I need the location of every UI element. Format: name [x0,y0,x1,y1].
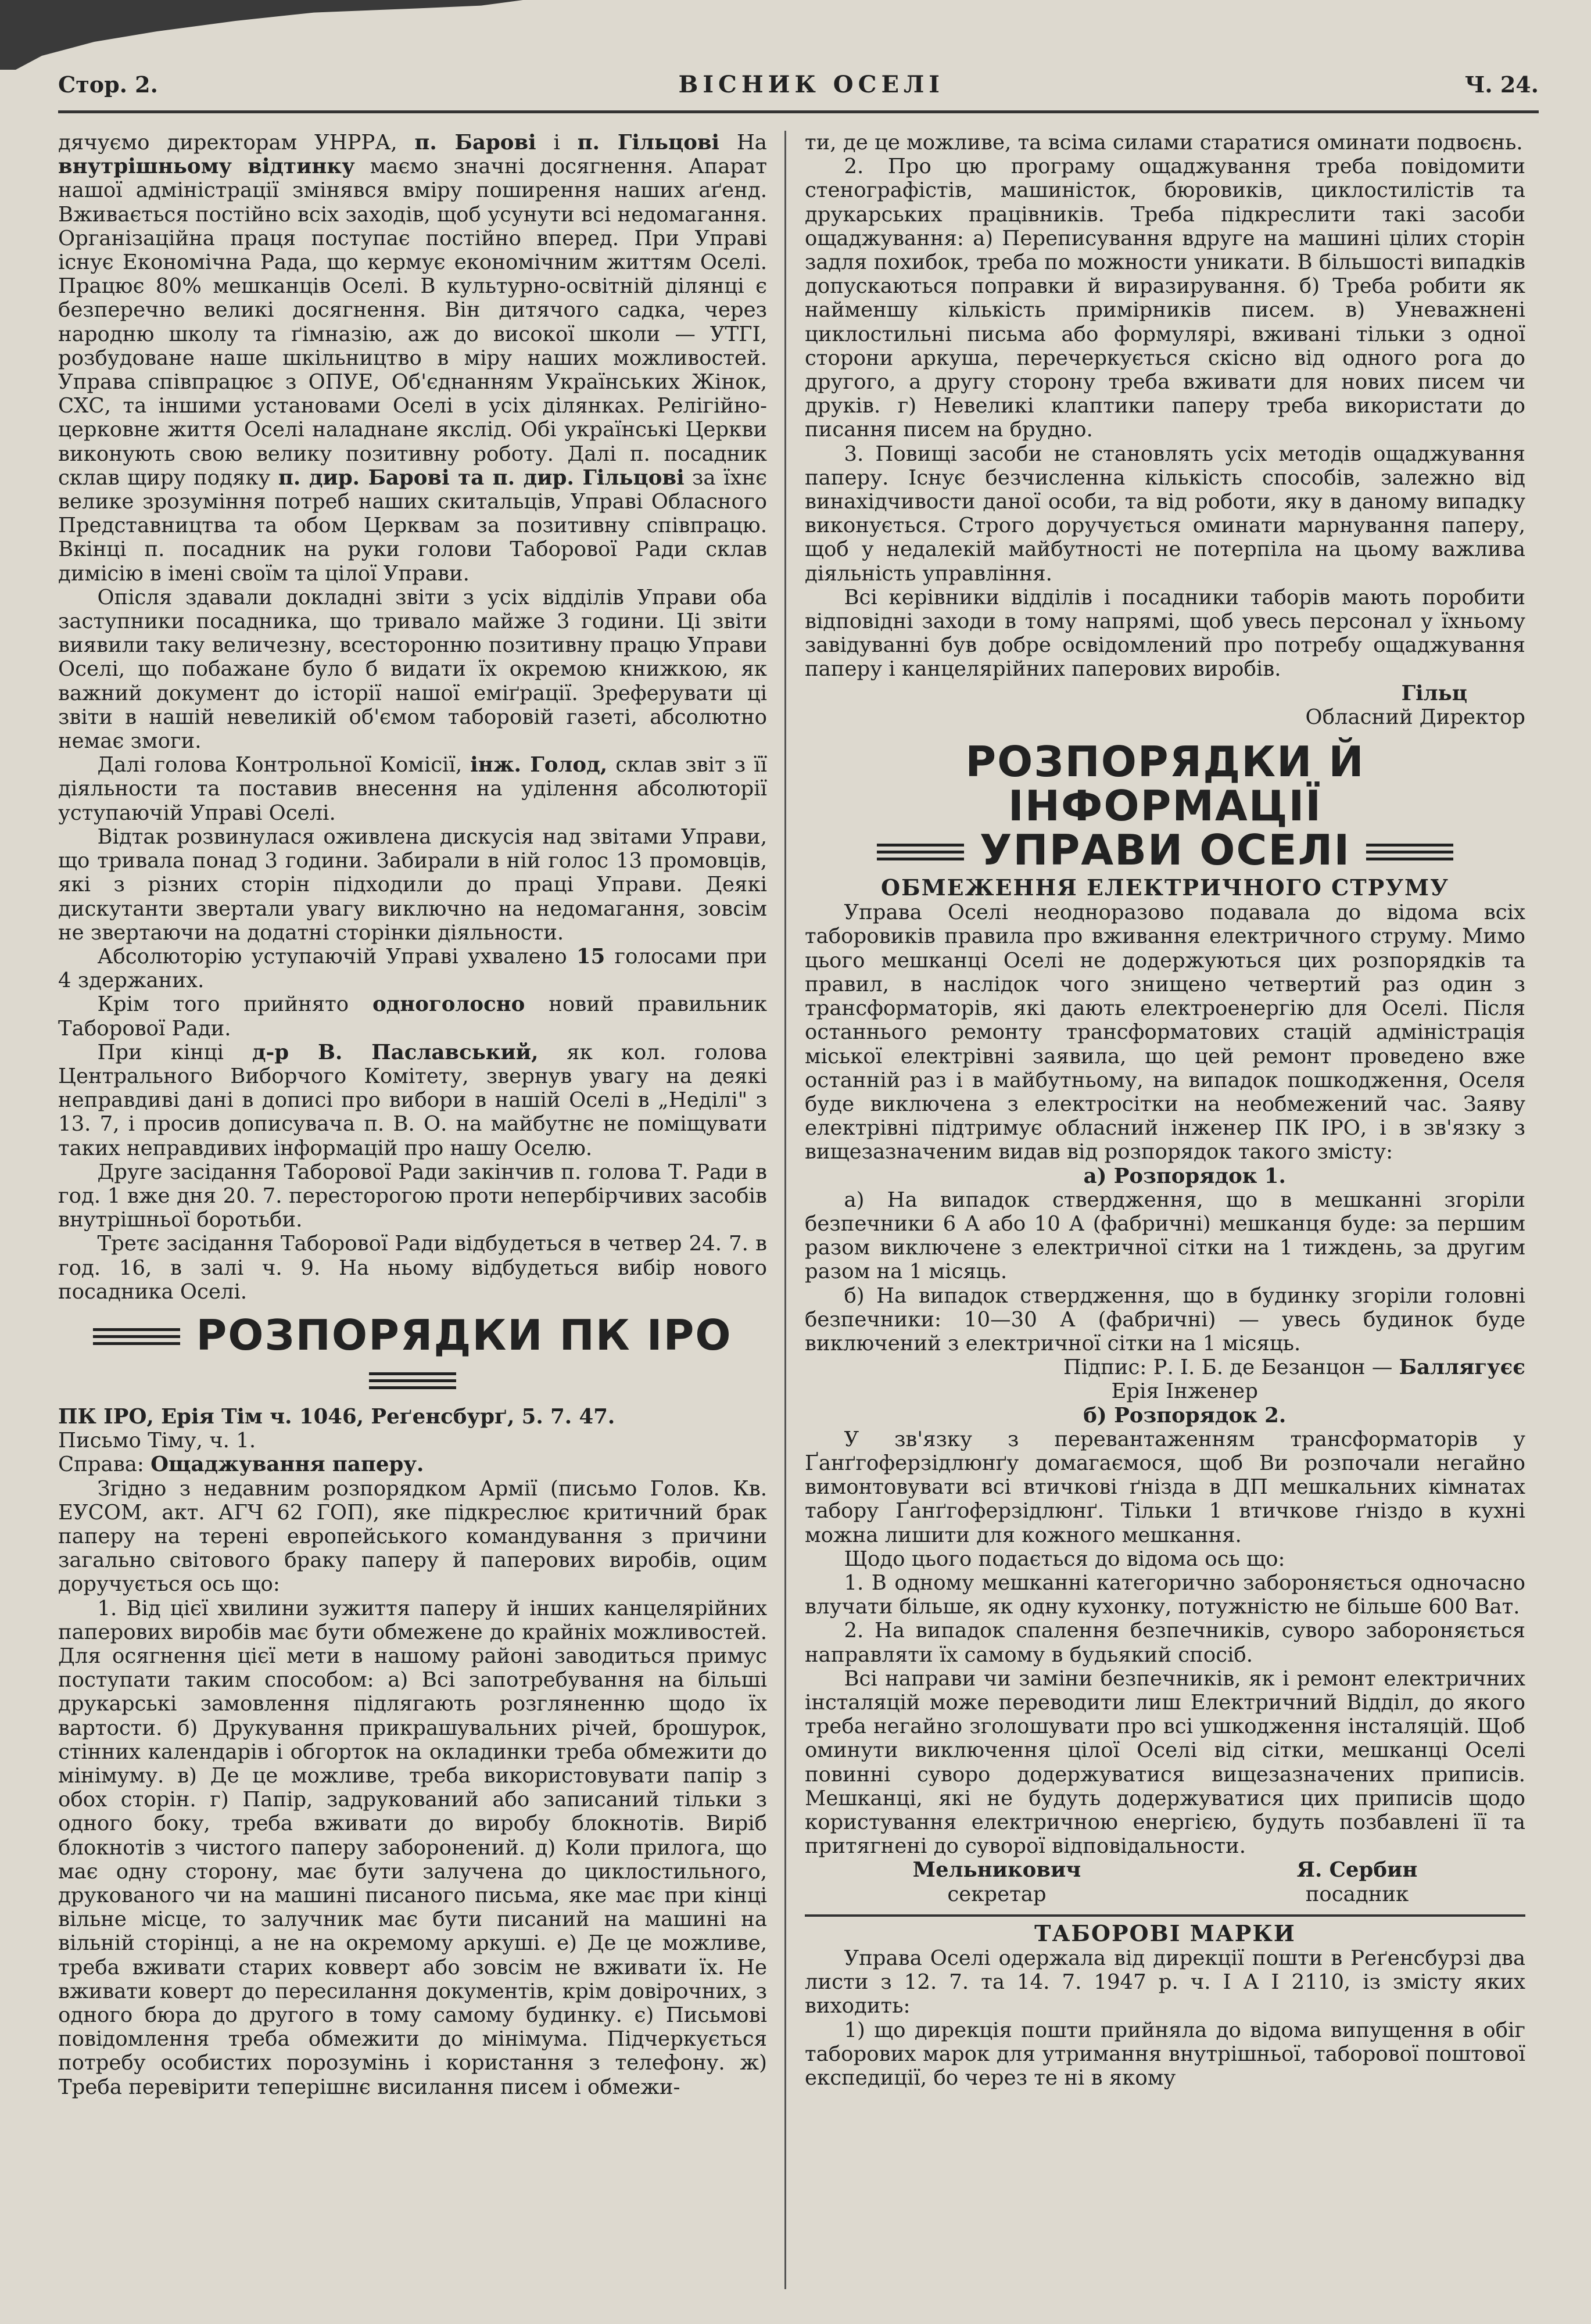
paragraph: дячуємо директорам УНРРА, п. Барові і п. Гільцові На внутрішньому відтинку маємо значні досягнення. Апарат нашої адміністрації змінявся вміру поширення наших аґенд. Вживається постійно всіх заходів, щоб усунути всі недомагання. Організаційна праця поступає постійно вперед. При Управі існує Економічна Рада, що кермує економічним життям Оселі. Працює 80% мешканців Оселі. В культурно-освітній ділянці є безперечно великі досягнення. Він дитячого садка, через народню школу та ґімназію, аж до високої школи — УТГІ, розбудоване наше шкільництво в міру наших можливостей. Управа співпрацює з ОПУЕ, Об'єднанням Українських Жінок, СХС, та іншими установами Оселі в усіх ділянках. Релігійно-церковне життя Оселі наладнане якслід. Обі українські Церкви виконують свою велику позитивну роботу. Далі п. посадник склав щиру подяку п. дир. Барові та п. дир. Гільцові за їхнє велике зрозуміння потреб наших скитальців, Управі Обласного Представництва та обом Церквам за позитивну співпрацю. Вкінці п. посадник на руки голови Таборової Ради склав димісію в імені своїм та цілої Управи. [58,131,768,586]
section-rule [805,1914,1525,1917]
paragraph: Третє засідання Таборової Ради відбудеться в четвер 24. 7. в год. 16, в залі ч. 9. На ньому відбудеться вибір нового посадника Оселі. [58,1232,767,1304]
signature-role: Ерія Інженер [1111,1379,1258,1404]
column-divider [784,131,786,2289]
right-column [805,131,1525,2289]
paragraph: Опісля здавали докладні звіти з усіх відділів Управи оба заступники посадника, що тривало майже 3 години. Ці звіти виявили таку величезну, всесторонню позитивну працю Управи Оселі, що побажане було б видати їх окремою книжкою, як важний документ до історії нашої еміґрації. Зреферувати ці звіти в нашій невеликій об'ємом таборовій газеті, абсолютно немає змоги. [58,585,767,754]
signature-line: Підпис: Р. І. Б. де Безанцон — Баллягуєє [1063,1355,1525,1380]
page-header [58,67,1539,102]
paragraph: а) На випадок ствердження, що в мешканні згоріли безпечники 6 А або 10 А (фабричні) мешканця буде: за першим разом виключене з електричної сітки на 1 тиждень, за другим разом на 1 місяць. [805,1188,1525,1284]
order-title: а) Розпорядок 1. [1083,1164,1286,1188]
paragraph: Далі голова Контрольної Комісії, інж. Голод, склав звіт з її діяльности та поставив внесення на уділення абсолюторії уступаючій Управі Оселі. [58,753,767,825]
paragraph: 1. В одному мешканні категорично забороняється одночасно влучати більше, як одну кухонку, потужністю не більше 600 Ват. [805,1570,1525,1619]
header-rule [58,110,1539,113]
paragraph: 1. Від цієї хвилини зужиття паперу й інших канцелярійних паперових виробів має бути обмежене до крайніх можливостей. Для осягнення цієї мети в нашому районі заводиться примус поступати таким способом: а) Всі запотребування на більші друкарські замовлення підлягають розгляненню щодо їх вартости. б) Друкування прикрашувальних річей, брошурок, стінних календарів і обгорток на окладинки треба обмежити до мінімуму. в) Де це можливе, треба використовувати папір з обох сторін. г) Папір, задрукований або записаний тільки з одного боку, треба вживати до виробу блокнотів. Виріб блокнотів з чистого паперу заборонений. д) Коли прилога, що має одну сторону, має бути залучена до циклостильного, друкованого чи на машині писаного письма, яке має при кінці вільне місце, то залучник має бути писаний на машині на вільній сторінці, а не на окремому аркуші. е) Де це можливе, треба вживати старих ковверт або зовсім не вживати їх. Не вживати коверт до пересилання документів, крім довірочних, з одного бюра до другого в тому самому будинку. є) Письмові повідомлення треба обмежити до мінімума. Підчеркується потребу особистих порозумінь і користання з телефону. ж) Треба перевірити теперішнє висилання писем і обмежи- [58,1596,767,2099]
paragraph: Абсолюторію уступаючій Управі ухвалено 15 голосами при 4 здержаних. [58,944,767,993]
paragraph: Управа Оселі неодноразово подавала до відома всіх таборовиків правила про вживання електричного струму. Мимо цього мешканці Оселі не додержуються цих розпорядків та правил, в наслідок чого знищено четвертий раз один з трансформаторів, які дають електроенергію для Оселі. Після останнього ремонту трансформатових стацій адміністрація міської електрівні заявила, що цей ремонт проведено вже останній раз і в майбутньому, на випадок пошкодження, Оселя буде виключена з електросітки на необмежений час. Заяву електрівні підтримує обласний інженер ПК ІРО, і в зв'язку з вищезазначеним видав від розпорядок такого змісту: [805,901,1525,1164]
paragraph: Щодо цього подається до відома ось що: [844,1547,1285,1571]
paragraph: У зв'язку з перевантаженням трансформаторів у Ґанґгоферзідлюнґу домагаємося, щоб Ви розпочали негайно вимонтовувати всі втичкові ґнізда в ДП мешкальних кімнатах табору Ґанґгоферзідлюнґ. Тільки 1 втичкове ґніздо в кухні можна лишити для кожного мешкання. [805,1427,1525,1547]
paragraph: Всі керівники відділів і посадники таборів мають поробити відповідні заходи в тому напрямі, щоб увесь персонал у їхньому завідуванні був добре освідомлений про потребу ощаджування паперу і канцелярійних паперових виробів. [805,585,1525,682]
issue-number: Ч. 24. [1464,71,1539,98]
paragraph: 1) що дирекція пошти прийняла до відома випущення в обіг таборових марок для утримання внутрішньої, таборової поштової експедиції, бо через те ні в якому [805,2018,1525,2090]
paragraph: Крім того прийнято одноголосно новий правильник Таборової Ради. [58,992,767,1041]
left-column [58,131,767,2289]
paragraph: Всі направи чи заміни безпечників, як і ремонт електричних інсталяцій може переводити лиш Електричний Відділ, до якого треба негайно зголошувати про всі ушкодження інсталяцій. Щоб оминути виключення цілої Оселі від сітки, мешканці Оселі повинні суворо додержуватися вищезазначених приписів. Мешканці, які не будуть додержуватися цих приписів щодо користування електричною енергією, будуть позбавлені її та притягнені до суворої відповідальности. [805,1666,1525,1859]
paragraph: б) На випадок ствердження, що в будинку згоріли головні безпечники: 10—30 А (фабричні) — увесь будинок буде виключений з електричної сітки на 1 місяць. [805,1283,1525,1355]
subheading-electricity: ОБМЕЖЕННЯ ЕЛЕКТРИЧНОГО СТРУМУ [881,874,1449,901]
signature-name: Гільц [1401,681,1467,705]
letter-ref: Письмо Тіму, ч. 1. [58,1429,256,1453]
order-title: б) Розпорядок 2. [1083,1403,1287,1428]
paragraph: 2. Про цю програму ощаджування треба повідомити стенографістів, машиністок, бюровиків, циклостилістів та друкарських працівників. Треба підкреслити такі засоби ощаджування: а) Переписування вдруге на машині цілих сторін задля похибок, треба по можности уникати. В більшості випадків допускаються поправки й виразирування. б) Треба робити як найменшу кількість примірників писем. в) Уневажнені циклостильні письма або формулярі, вживані тільки з одної сторони аркуша, перечеркується скісно від одного рога до другого, а другу сторону треба вживати для нових писем чи друків. г) Невеликі клаптики паперу треба використати до писання писем на брудно. [805,155,1525,442]
subheading-stamps: ТАБОРОВІ МАРКИ [1034,1920,1296,1946]
paragraph: Друге засідання Таборової Ради закінчив п. голова Т. Ради в год. 1 вже дня 20. 7. пересторогою проти непербірчивих засобів внутрішньої боротьби. [58,1160,767,1232]
subject-line: Справа: Ощаджування паперу. [58,1452,424,1477]
paragraph: 3. Повищі засоби не становлять усіх методів ощаджування паперу. Існує безчисленна кількість способів, залежно від винахідчивости даної особи, та від роботи, яку в даному випадку виконується. Строго доручується оминати марнування паперу, щоб у недалекій майбутності не потерпіла на цьому важлива діяльність управління. [805,442,1525,586]
paragraph: Відтак розвинулася оживлена дискусія над звітами Управи, що тривала понад 3 години. Забирали в ній голос 13 промовців, які з різних сторін підходили до праці Управи. Деякі дискутанти звертали увагу виключно на недомагання, зовсім не звертаючи на додатні сторінки діяльности. [58,824,767,945]
page-number: Стор. 2. [58,71,158,98]
paragraph: 2. На випадок спалення безпечників, суворо забороняється направляти їх самому в будьякий спосіб. [805,1619,1525,1667]
paragraph: Згідно з недавним розпорядком Армії (письмо Голов. Кв. ЕУСОМ, акт. АГЧ 62 ГОП), яке підкреслює критичний брак паперу на терені европейського командування з причини загально світового браку паперу й паперових виробів, оцим доручується ось що: [58,1476,767,1597]
paragraph: ти, де це можливе, та всіма силами старатися оминати подвоєнь. [805,131,1523,155]
order-address: ПК ІРО, Ерія Тім ч. 1046, Реґенсбурґ, 5. 7. 47. [58,1404,615,1429]
signature-role: Обласний Директор [1305,705,1525,729]
paragraph: При кінці д-р В. Паславський, як кол. голова Центрального Виборчого Комітету, звернув увагу на деякі неправдиві дані в дописі про вибори в нашій Оселі в „Неділі" з 13. 7, і просив дописувача п. В. О. на майбутнє не поміщувати таких неправдивих інформацій про нашу Оселю. [58,1040,767,1160]
paragraph: Управа Оселі одержала від дирекції пошти в Реґенсбурзі два листи з 12. 7. та 14. 7. 1947 р. ч. І А І 2110, із змісту яких виходить: [805,1946,1525,2018]
section-heading: РОЗПОРЯДКИ Й ІНФОРМАЦІЇ УПРАВИ ОСЕЛІ [805,740,1525,872]
section-heading: РОЗПОРЯДКИ ПК ІРО [58,1313,767,1401]
torn-corner [0,0,523,70]
signatures: Мельникович секретар Я. Сербин посадник [912,1858,1418,1906]
newspaper-title: ВІСНИК ОСЕЛІ [678,70,945,98]
